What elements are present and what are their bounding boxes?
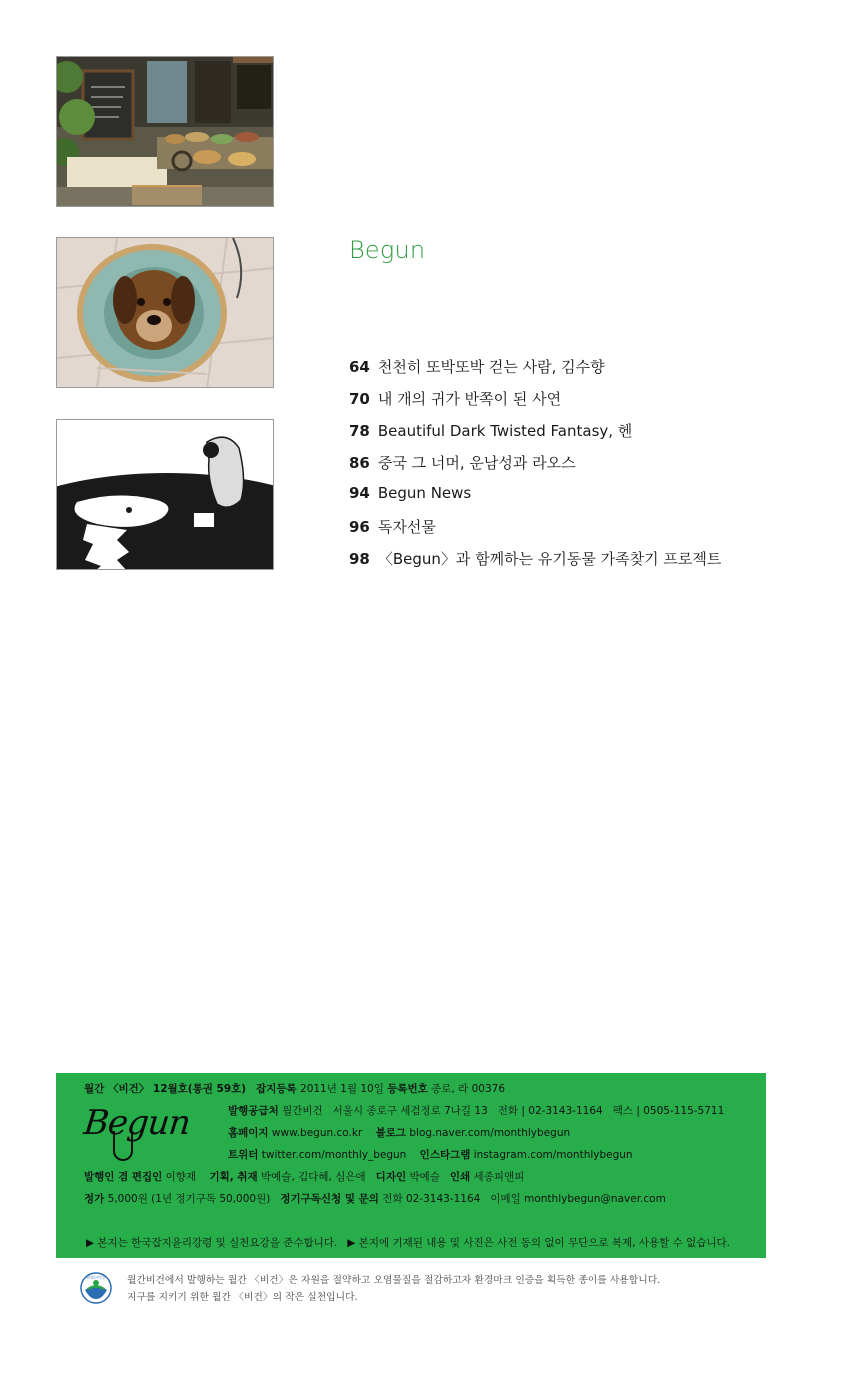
design: 박예슬 <box>409 1171 440 1183</box>
toc-item[interactable] <box>349 420 809 452</box>
social-line <box>228 1147 633 1162</box>
subscribe-label: 정기구독신청 및 문의 <box>280 1193 379 1205</box>
toc-item-title: 〈Begun〉과 함께하는 유기동물 가족찾기 프로젝트 <box>377 550 722 568</box>
homepage-link[interactable]: www.begun.co.kr <box>271 1127 363 1139</box>
editor: 이향재 <box>165 1171 197 1183</box>
toc-page-number: 94 <box>349 484 370 502</box>
print-label: 인쇄 <box>449 1171 471 1183</box>
toc-item[interactable] <box>349 484 809 516</box>
toc-item[interactable] <box>349 388 809 420</box>
email-link[interactable]: monthlybegun@naver.com <box>524 1193 666 1205</box>
toc-page-number: 64 <box>349 358 370 376</box>
fax: 0505-115-5711 <box>643 1105 725 1117</box>
toc-item-title: 내 개의 귀가 반쪽이 된 사연 <box>377 390 562 408</box>
toc-item-title: 독자선물 <box>377 518 436 536</box>
editor-label: 발행인 겸 편집인 <box>84 1171 163 1183</box>
toc-page-number: 86 <box>349 454 370 472</box>
eco-certification <box>80 1272 780 1312</box>
table-of-contents <box>349 356 809 580</box>
print: 세종피앤피 <box>473 1171 525 1183</box>
dog-with-cone-photo <box>56 237 274 388</box>
registration-no-label: 등록번호 <box>387 1083 428 1095</box>
toc-item[interactable] <box>349 516 809 548</box>
notice-line <box>86 1235 730 1250</box>
blog-link[interactable]: blog.naver.com/monthlybegun <box>409 1127 571 1139</box>
twitter-link[interactable]: twitter.com/monthly_begun <box>261 1149 407 1161</box>
vinyl-record-illustration <box>56 419 274 570</box>
toc-item[interactable] <box>349 452 809 484</box>
notice-copyright: ▶ 본지에 기재된 내용 및 사진은 사전 동의 없이 무단으로 복제, 사용할 수 없습니다. <box>347 1237 730 1249</box>
colophon-panel <box>56 1073 766 1258</box>
subscribe-phone: 02-3143-1164 <box>405 1193 481 1205</box>
address: 서울시 종로구 세검정로 7나길 13 <box>332 1105 488 1117</box>
blog-label: 블로그 <box>375 1127 407 1139</box>
toc-page-number: 96 <box>349 518 370 536</box>
toc-item-title: 중국 그 너머, 운남성과 라오스 <box>377 454 576 472</box>
instagram-link[interactable]: instagram.com/monthlybegun <box>473 1149 633 1161</box>
toc-item[interactable] <box>349 548 809 580</box>
logo-flourish <box>113 1131 133 1161</box>
eco-line-2: 지구를 지키기 위한 월간 〈비건〉의 작은 실천입니다. <box>127 1292 358 1303</box>
phone: 02-3143-1164 <box>528 1105 603 1117</box>
publisher-label: 발행공급처 <box>228 1105 279 1117</box>
staff-line <box>84 1169 524 1184</box>
registration-label: 잡지등록 <box>256 1083 297 1095</box>
cafe-storefront-photo <box>56 56 274 207</box>
email-label: 이메일 <box>490 1193 521 1205</box>
planning: 박예슬, 김다혜, 심은애 <box>261 1171 366 1183</box>
price-line <box>84 1191 666 1206</box>
twitter-label: 트위터 <box>228 1149 259 1161</box>
begun-logo: Begun <box>81 1103 192 1143</box>
instagram-label: 인스타그램 <box>419 1149 471 1161</box>
eco-label-icon <box>80 1272 112 1304</box>
price: 5,000원 (1년 정기구독 50,000원) <box>107 1193 271 1205</box>
toc-page-number: 78 <box>349 422 370 440</box>
eco-mark-text: 환경표지인증 <box>86 1275 106 1280</box>
phone-label: 전화 <box>497 1105 519 1117</box>
eco-statement <box>127 1272 660 1306</box>
homepage-label: 홈페이지 <box>228 1127 269 1139</box>
notice-ethics: ▶ 본지는 한국잡지윤리강령 및 실천요강을 준수합니다. <box>86 1237 338 1249</box>
issue-line <box>84 1081 505 1096</box>
eco-line-1: 월간비건에서 발행하는 월간 〈비건〉은 자원을 절약하고 오염물질을 절감하고자 환경마크 인증을 획득한 종이를 사용합니다. <box>127 1275 661 1286</box>
web-line <box>228 1125 570 1140</box>
fax-label: 팩스 <box>612 1105 633 1117</box>
registration-date: 2011년 1월 10일 <box>300 1083 384 1095</box>
toc-item-title: Begun News <box>377 484 472 502</box>
planning-label: 기획, 취재 <box>209 1171 258 1183</box>
toc-item[interactable] <box>349 356 809 388</box>
subscribe-phone-label: 전화 <box>382 1193 403 1205</box>
price-label: 정가 <box>84 1193 105 1205</box>
publisher-line: 발행공급처 월간비건 서울시 종로구 세검정로 7나길 13 전화 | 02-3143-1164 팩스 | 0505-115-5711 <box>228 1105 725 1117</box>
registration-no: 종로, 라 00376 <box>431 1083 506 1095</box>
issue-label: 월간 〈비건〉 12월호(통권 59호) <box>84 1083 247 1095</box>
section-title: Begun <box>349 236 426 264</box>
design-label: 디자인 <box>375 1171 407 1183</box>
toc-page-number: 70 <box>349 390 370 408</box>
toc-item-title: Beautiful Dark Twisted Fantasy, 헨 <box>377 422 633 440</box>
toc-page-number: 98 <box>349 550 370 568</box>
publisher: 월간비건 <box>282 1105 323 1117</box>
toc-item-title: 천천히 또박또박 걷는 사람, 김수향 <box>377 358 605 376</box>
